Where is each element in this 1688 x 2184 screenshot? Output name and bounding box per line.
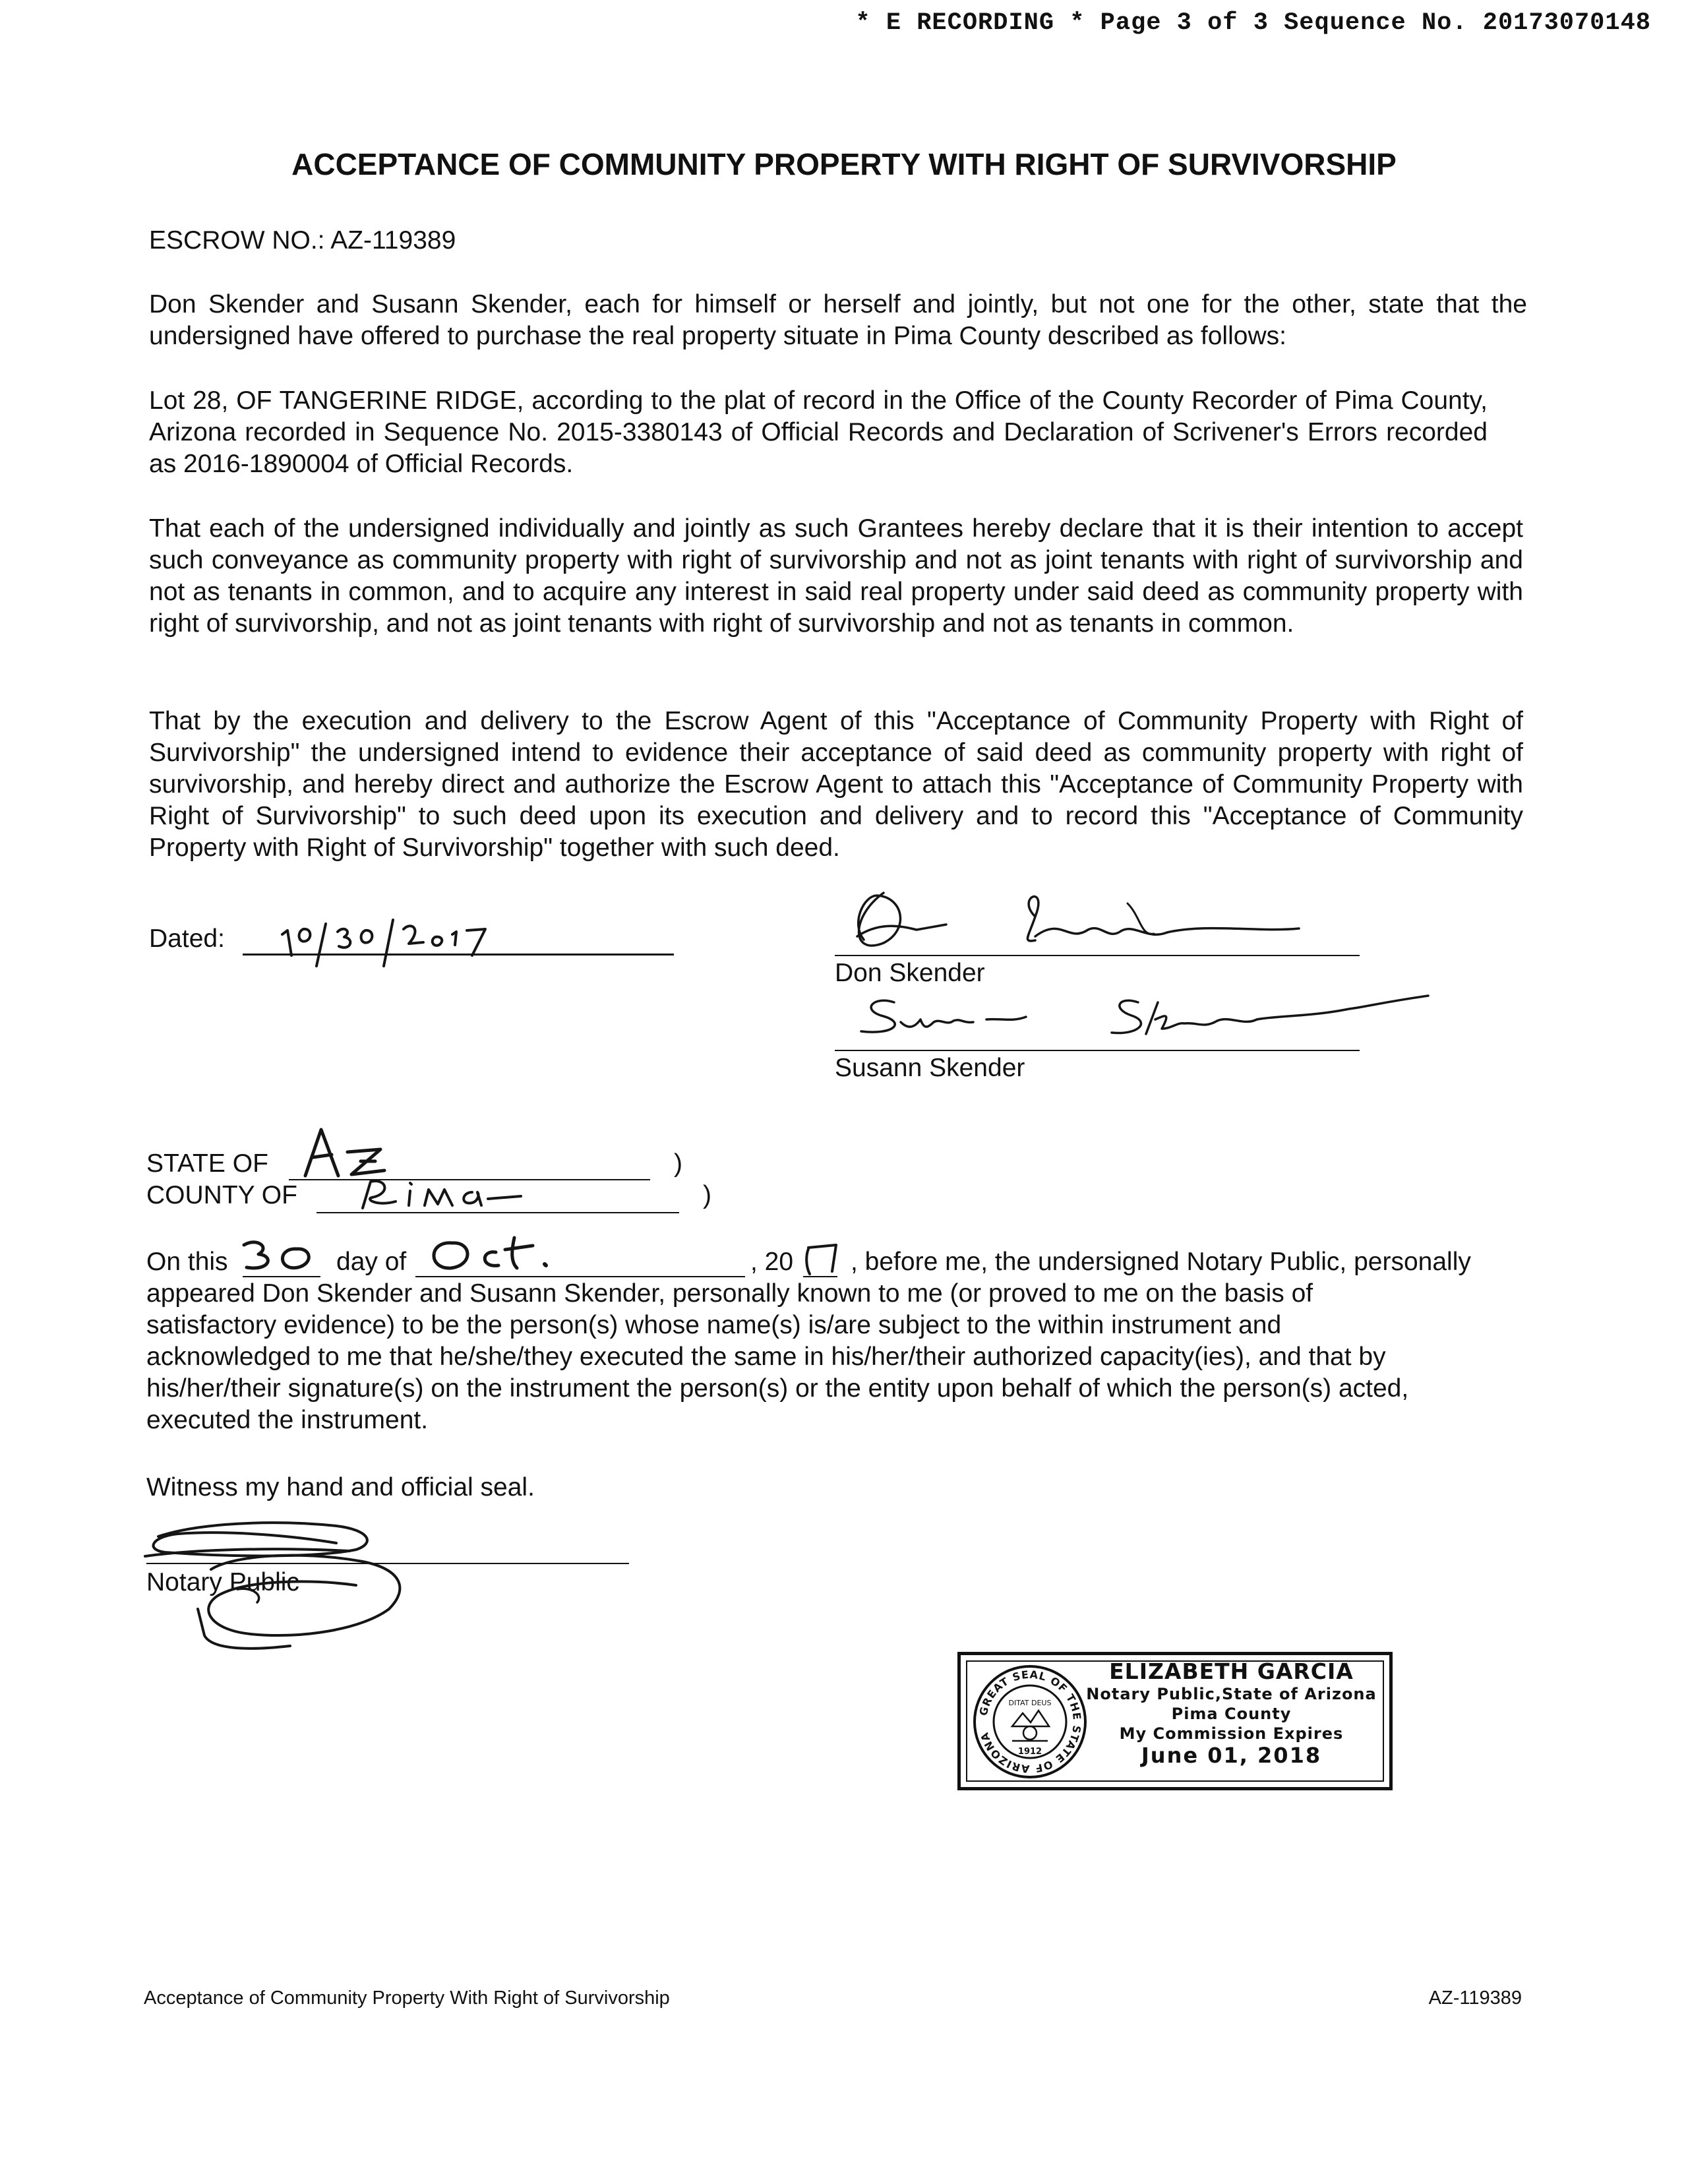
day-ink [244,1242,309,1268]
svg-text:GREAT SEAL OF THE STATE OF ARI: GREAT SEAL OF THE STATE OF ARIZONA [977,1668,1084,1776]
month-ink [434,1238,546,1268]
paragraph-purchasers: Don Skender and Susann Skender, each for himself or herself and jointly, but not one for the other, state that the undersigned have offered to purchase the real property situate in Pima County described as follows: [149,290,1527,350]
stamp-text-block [1085,1659,1378,1767]
stamp-commission-label: My Commission Expires [1119,1724,1344,1743]
notary-public-label: Notary Public [146,1568,299,1596]
stamp-expiration-date: June 01, 2018 [1141,1743,1322,1768]
handwritten-date [277,900,541,973]
footer-title: Acceptance of Community Property With Right of Survivorship [144,1987,670,2009]
date-ink [282,920,485,966]
state-paren: ) [674,1149,682,1178]
stamp-title: Notary Public,State of Arizona [1086,1685,1377,1703]
county-ink [363,1181,521,1208]
day-of-text: day of [336,1248,407,1276]
personally-text: , before me, the undersigned Notary Public, personally [851,1248,1471,1276]
seal-motto: DITAT DEUS [1008,1699,1052,1707]
paragraph-execution: That by the execution and delivery to the Escrow Agent of this "Acceptance of Community Property with Right of Survivorship" the undersigned intend to evidence their acceptance of said deed as community property with right of survivorship, and hereby direct and authorize the Escrow Agent to attach this "Acceptance of Community Property with Right of Survivorship" to such deed upon its execution and delivery and to record this "Acceptance of Community Property with Right of Survivorship" together with such deed. [149,707,1523,862]
stamp-name: ELIZABETH GARCIA [1109,1658,1354,1684]
signature-line-1 [835,955,1360,956]
handwritten-day [237,1234,330,1278]
handwritten-county [356,1175,541,1215]
paragraph-legal-description: Lot 28, OF TANGERINE RIDGE, according to the plat of record in the Office of the County Recorder of Pima County, Arizona recorded in Sequence No. 2015-3380143 of Official Records and Declaration of Scrivener's Errors recorded as 2016-1890004 of Official Records. [149,386,1488,478]
year-ink [806,1245,836,1274]
county-label: COUNTY OF [146,1181,297,1209]
notary-line-1: appeared Don Skender and Susann Skender, personally known to me (or proved to me on the basis of [146,1279,1313,1308]
handwritten-year [800,1240,843,1278]
state-ink [305,1130,384,1176]
signature-line-2 [835,1050,1360,1051]
handwritten-state [300,1124,432,1180]
notary-line-4: his/her/their signature(s) on the instrument the person(s) or the entity upon behalf of which the person(s) acted, [146,1374,1409,1403]
stamp-county: Pima County [1171,1705,1292,1723]
signature-susann-skender [848,983,1455,1055]
notary-line-3: acknowledged to me that he/she/they executed the same in his/her/their authorized capacity(ies), and that by [146,1343,1386,1371]
notary-line-5: executed the instrument. [146,1406,429,1434]
notary-stamp [957,1652,1393,1790]
witness-text: Witness my hand and official seal. [146,1473,535,1502]
state-label: STATE OF [146,1149,268,1178]
signer-2-name: Susann Skender [835,1054,1025,1082]
document-title: ACCEPTANCE OF COMMUNITY PROPERTY WITH RIGHT OF SURVIVORSHIP [291,147,1397,181]
year-prefix-text: , 20 [750,1248,794,1276]
signer-1-name: Don Skender [835,959,985,987]
arizona-seal-icon [971,1663,1089,1780]
handwritten-month [422,1230,567,1277]
paragraph-intention: That each of the undersigned individually and jointly as such Grantees hereby declare that it is their intention to accept such conveyance as community property with right of survivorship and not as joint tenants with right of survivorship and not as tenants in common, and to acquire any interest in said real property under said deed as community property with right of survivorship, and not as joint tenants with right of survivorship and not as tenants in common. [149,514,1523,638]
footer-escrow: AZ-119389 [1428,1987,1522,2009]
seal-year: 1912 [1017,1747,1042,1757]
on-this-text: On this [146,1248,228,1276]
recording-header: * E RECORDING * Page 3 of 3 Sequence No. 20173070148 [855,9,1651,37]
county-paren: ) [703,1181,711,1209]
notary-line-2: satisfactory evidence) to be the person(s) whose name(s) is/are subject to the within instrument and [146,1311,1282,1339]
notary-signature [138,1510,429,1668]
escrow-number: ESCROW NO.: AZ-119389 [149,226,456,255]
dated-label: Dated: [149,925,225,953]
signature-don-skender [837,877,1404,963]
